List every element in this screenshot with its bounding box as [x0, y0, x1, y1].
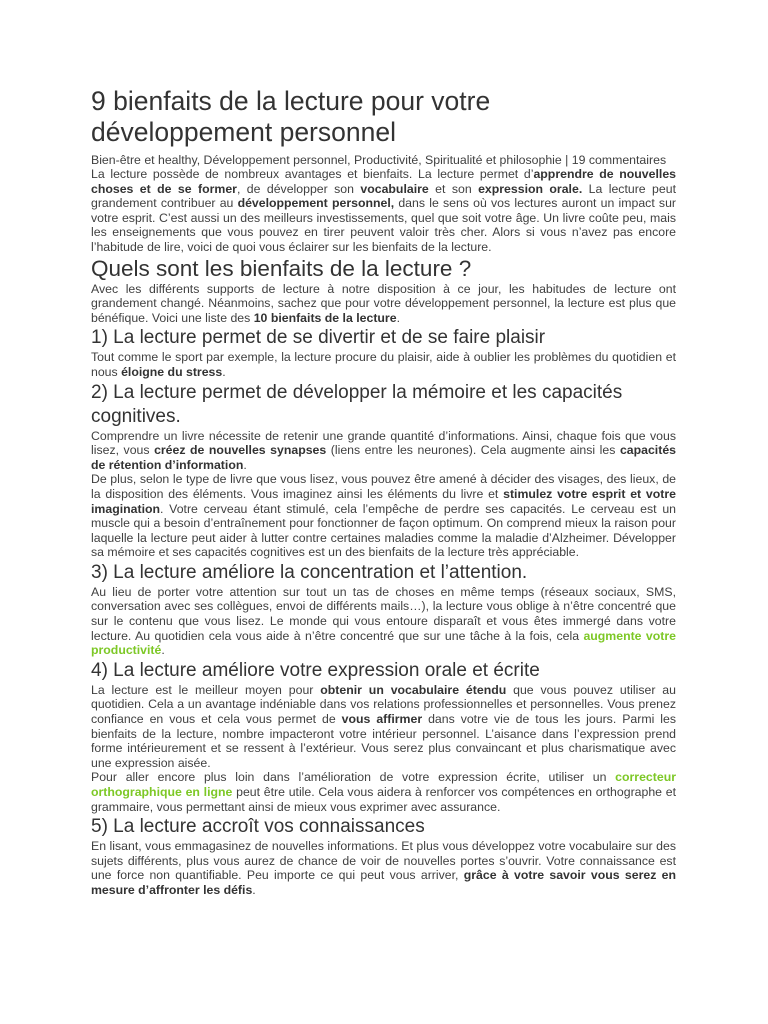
bold-text: apprendre de nouvelles choses et de se former [91, 167, 676, 196]
text-run: , de développer son [236, 181, 361, 196]
text-run: dans le sens où vos lectures auront un impact sur votre esprit. C’est aussi un des meilleurs investissements, quel que soit votre âge. Un livre coûte peu, mais les enseignements que vous pouvez en tirer peuvent valoir très cher. Alors si vous n’avez pas encore l’habitude de lire, voici de quoi vous éclairer sur les bienfaits de la lecture. [91, 196, 677, 254]
text-run: . Votre cerveau étant stimulé, cela l’empêche de perdre ses capacités. Le cerveau est un muscle qui a besoin d’entraînement pour fonctionner de façon optimum. On comprend mieux la raison pour laquelle la lecture peut aider à lutter contre certaines maladies comme la maladie d’Alzheimer. Développer sa mémoire et ses capacités cognitives est un des bienfaits de la lecture très appréciable. [91, 501, 676, 560]
bold-text: vous affirmer [341, 712, 423, 727]
bold-text: capacités de rétention d’information [91, 443, 676, 472]
text-run: Tout comme le sport par exemple, la lecture procure du plaisir, aide à oublier les problèmes du quotidien et nous [91, 350, 676, 379]
body-paragraph [91, 683, 676, 771]
article [91, 86, 676, 898]
text-run: La lecture possède de nombreux avantages et bienfaits. La lecture permet d’ [91, 167, 534, 181]
body-paragraph [91, 839, 676, 897]
article-meta: Bien-être et healthy, Développement personnel, Productivité, Spiritualité et philosophie | 19 commentaires [91, 153, 667, 167]
bold-text: développement personnel, [237, 196, 395, 211]
body-paragraph [91, 429, 676, 473]
subsection-heading: 3) La lecture améliore la concentration et l’attention. [91, 561, 528, 583]
inline-link[interactable]: augmente votre productivité [91, 628, 676, 658]
text-run: . [396, 310, 400, 325]
bold-text: 10 bienfaits de la lecture [253, 310, 397, 325]
inline-link[interactable]: correcteur orthographique en ligne [91, 770, 676, 799]
text-run: En lisant, vous emmagasinez de nouvelles informations. Et plus vous développez votre vocabulaire sur des sujets différents, plus vous aurez de chance de voir de nouvelles portes s’ouvrir. Votre connaissance est une force non quantifiable. Peu importe ce qui peut vous arriver, [91, 839, 676, 883]
text-run: . [243, 457, 247, 472]
subsection-heading: 1) La lecture permet de se divertir et de se faire plaisir [91, 327, 546, 349]
text-run: . [252, 882, 256, 897]
text-run: peut être utile. Cela vous aidera à renforcer vos compétences en orthographe et grammaire, vous permettant ainsi de mieux vous exprimer avec assurance. [91, 785, 677, 814]
text-run: (liens entre les neurones). Cela augmente ainsi les [326, 443, 620, 458]
subsection-heading: 4) La lecture améliore votre expression orale et écrite [91, 659, 540, 681]
body-paragraph [91, 585, 676, 658]
text-run: La lecture est le meilleur moyen pour [91, 682, 321, 697]
bold-text: créez de nouvelles synapses [154, 443, 327, 458]
section-heading-main: Quels sont les bienfaits de la lecture ? [91, 255, 472, 281]
text-run: . [161, 643, 165, 658]
bold-text: expression orale. [478, 181, 583, 196]
bold-text: obtenir un vocabulaire étendu [320, 682, 507, 697]
body-paragraph [91, 350, 676, 379]
text-run: et son [428, 181, 479, 196]
subsection-heading: 2) La lecture permet de développer la mémoire et les capacités cognitives. [91, 381, 623, 427]
body-paragraph [91, 472, 676, 560]
text-run: Avec les différents supports de lecture à notre disposition à ce jour, les habitudes de lecture ont grandement changé. Néanmoins, sachez que pour votre développement personnel, la lecture est plus que bénéfique. Voici une liste des [91, 281, 676, 325]
bold-text: vocabulaire [360, 181, 429, 196]
bold-text: stimulez votre esprit et votre imagination [91, 486, 676, 516]
text-run: Pour aller encore plus loin dans l’amélioration de votre expression écrite, utiliser un [91, 770, 616, 785]
text-run: La lecture peut grandement contribuer au [91, 181, 676, 211]
subsection-heading: 5) La lecture accroît vos connaissances [91, 816, 425, 838]
text-run: . [222, 364, 226, 379]
text-run: Comprendre un livre nécessite de retenir une grande quantité d’informations. Ainsi, chaque fois que vous lisez, vous [91, 428, 676, 458]
page-title: 9 bienfaits de la lecture pour votre développement personnel [91, 86, 491, 147]
bold-text: grâce à votre savoir vous serez en mesure d’affronter les défis [91, 868, 676, 897]
text-run: De plus, selon le type de livre que vous lisez, vous pouvez être amené à décider des visages, des lieux, de la disposition des éléments. Vous imaginez ainsi les éléments du livre et [91, 472, 676, 501]
body-paragraph [91, 770, 676, 814]
intro-paragraph [91, 167, 676, 255]
text-run: Au lieu de porter votre attention sur tout un tas de choses en même temps (réseaux sociaux, SMS, conversation avec ses collègues, envoi de différents mails…), la lecture vous oblige à n’être concentré que sur le contenu que vous lisez. Le monde qui vous entoure disparaît et vous êtes immergé dans votre lecture. Au quotidien cela vous aide à n’être concentré que sur une tâche à la fois, cela [91, 584, 676, 643]
section-intro-paragraph [91, 282, 676, 326]
bold-text: éloigne du stress [121, 364, 223, 379]
sections-container [91, 326, 676, 897]
text-run: que vous pouvez utiliser au quotidien. Cela a un avantage indéniable dans vos relations professionnelles et personnelles. Vous prenez confiance en vous et cela vous permet de [91, 682, 676, 727]
text-run: dans votre vie de tous les jours. Parmi les bienfaits de la lecture, nombre impacteront votre intérieur personnel. L’aisance dans l’expression prend forme intérieurement et se ressent à l’extérieur. Vous serez plus convaincant et plus charismatique avec une expression aisée. [91, 712, 676, 770]
